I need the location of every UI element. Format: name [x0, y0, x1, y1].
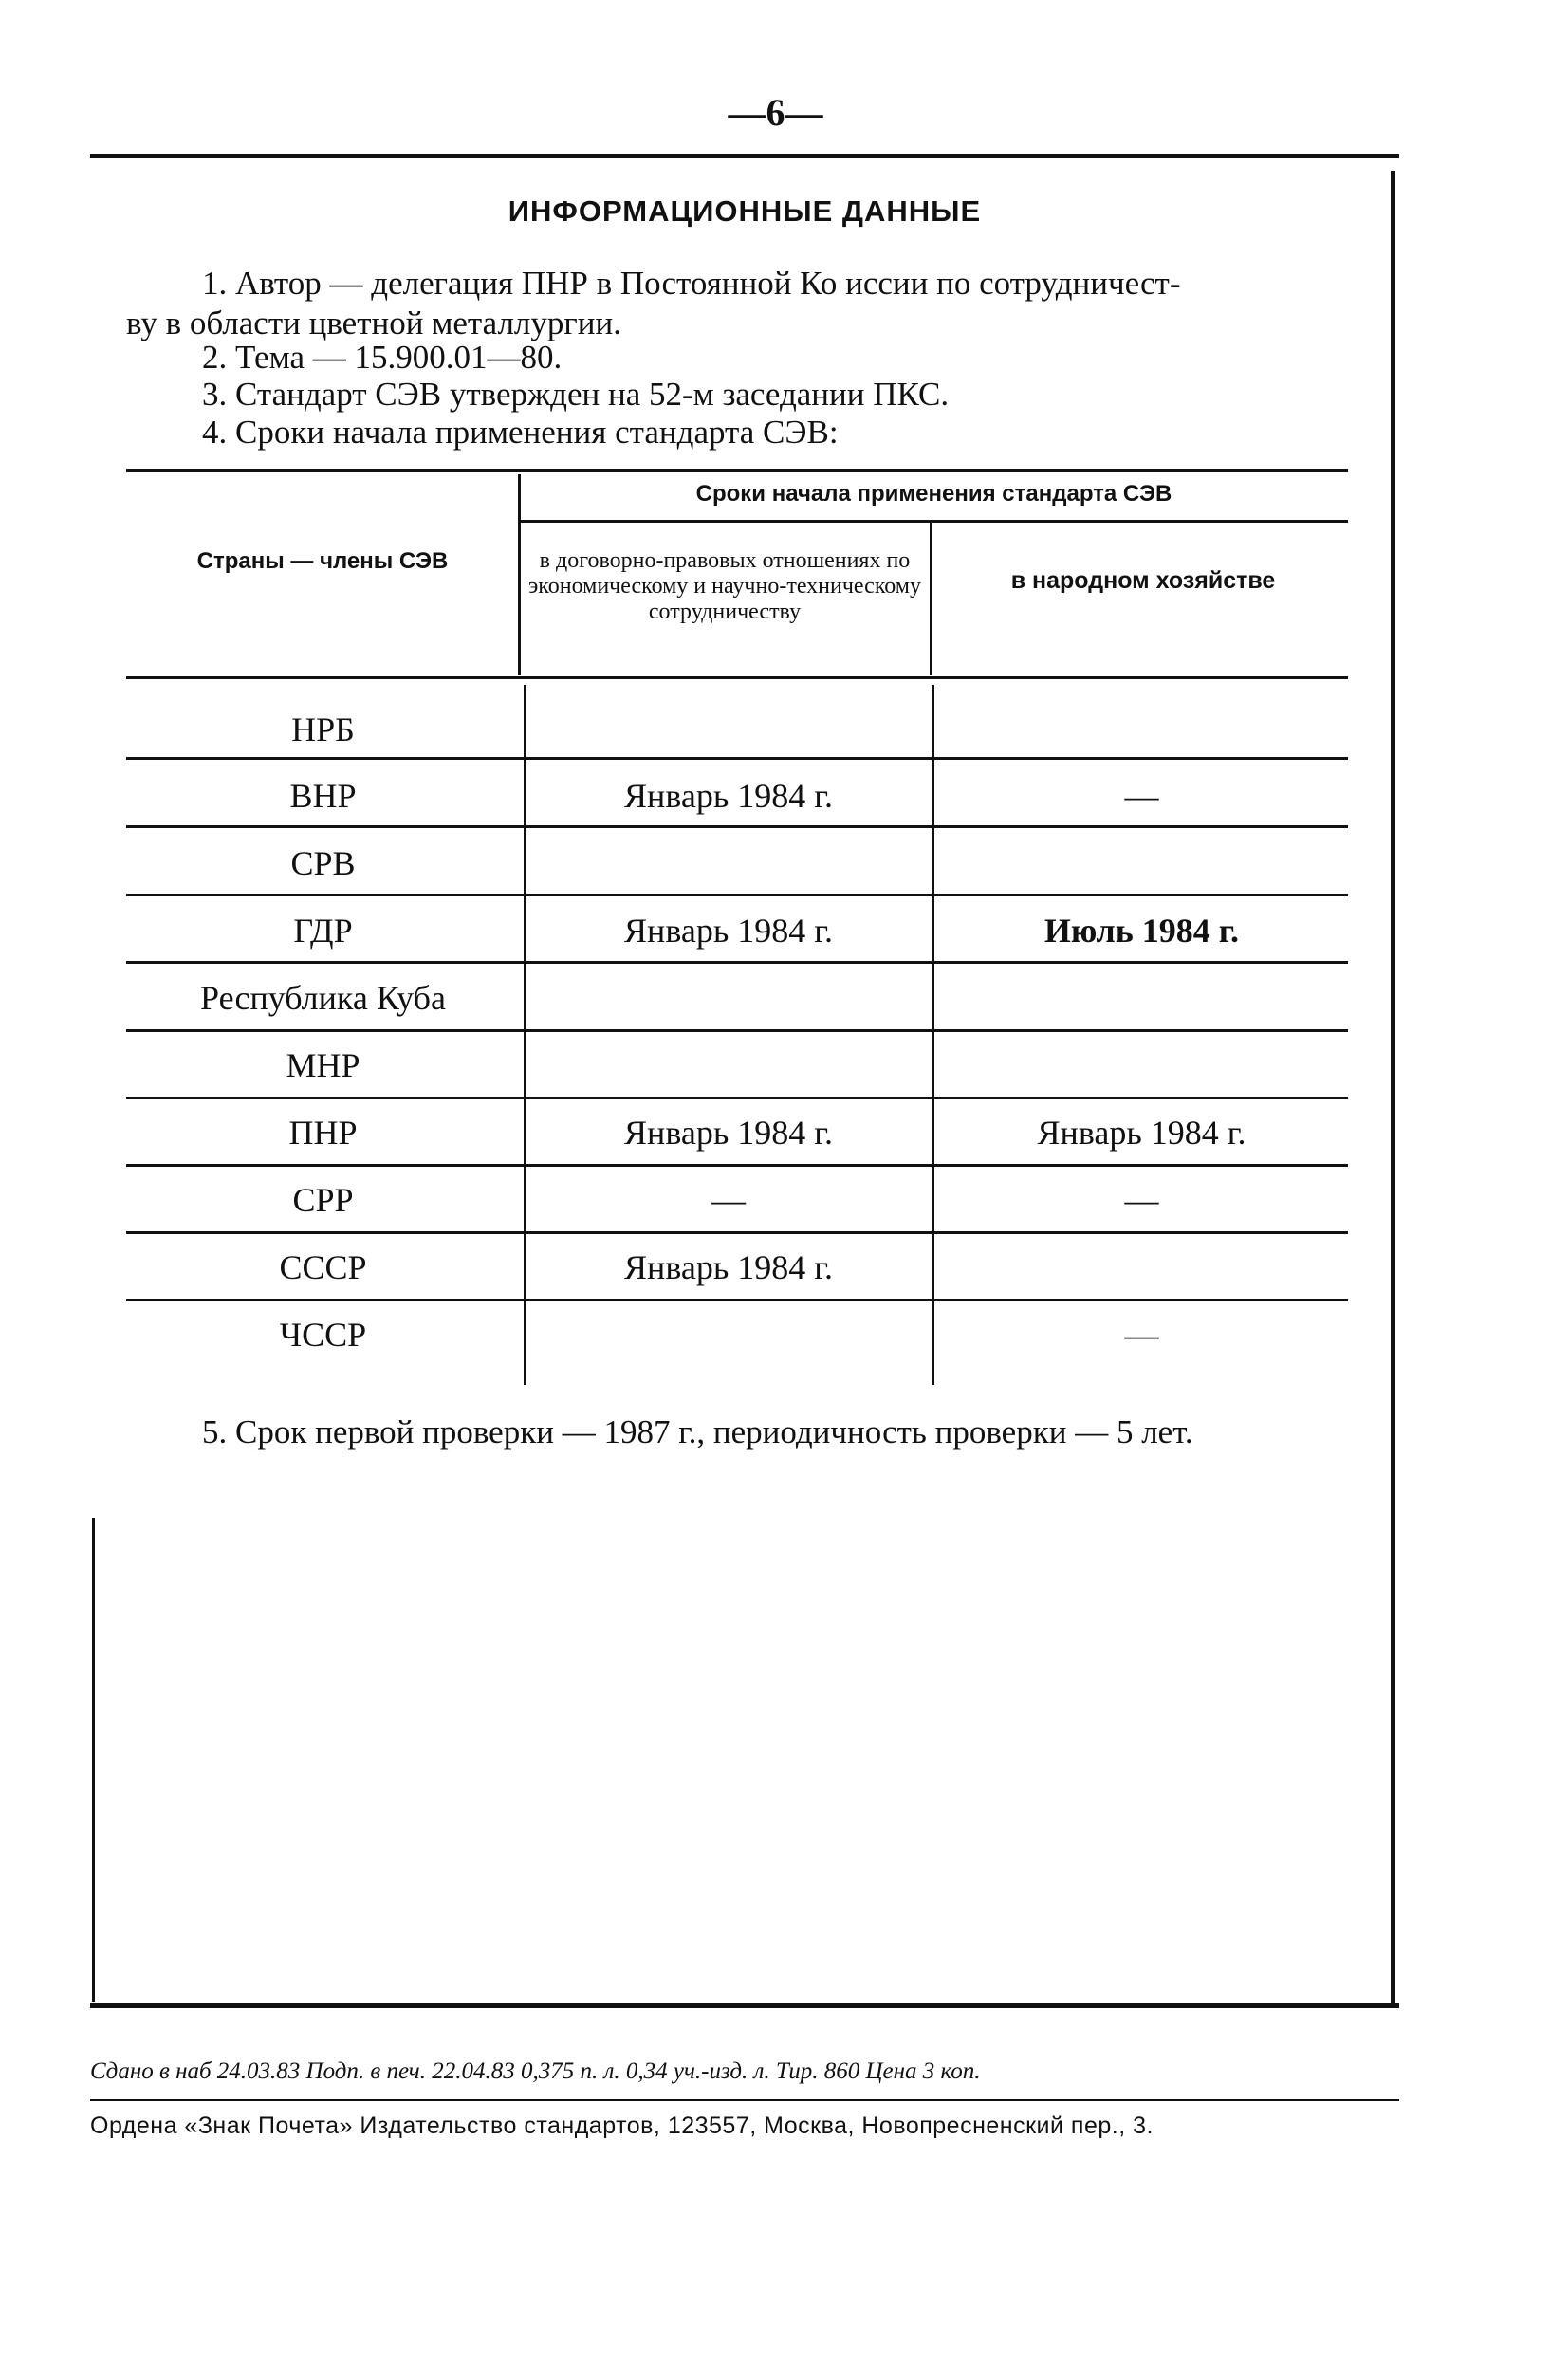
- row-separator: [126, 1231, 1348, 1234]
- row-separator: [126, 961, 1348, 964]
- header-col1-label: в договорно-правовых отношениях по экономическому и научно-техническому сотрудничеству: [528, 548, 921, 624]
- row-8-country: СРР: [292, 1181, 354, 1219]
- frame-right-border: [1391, 171, 1395, 2006]
- body-vline-1: [524, 685, 526, 1385]
- frame-left-border: [92, 1518, 95, 2002]
- row-separator: [126, 1164, 1348, 1167]
- row-4-col1: Январь 1984 г.: [624, 912, 833, 950]
- body-vline-2: [932, 685, 934, 1385]
- row-4-country: ГДР: [293, 912, 353, 950]
- row-7-country: ПНР: [288, 1114, 358, 1152]
- row-separator: [126, 894, 1348, 896]
- paragraph-3: 3. Стандарт СЭВ утвержден на 52-м заседании ПКС.: [202, 376, 950, 413]
- top-rule: [90, 154, 1399, 158]
- header-vline-2: [930, 522, 932, 675]
- row-4-col2: Июль 1984 г.: [1043, 912, 1240, 950]
- row-separator: [126, 825, 1348, 828]
- row-9-country: СССР: [279, 1248, 367, 1286]
- row-6-country: МНР: [286, 1046, 360, 1084]
- row-2-col1: Январь 1984 г.: [624, 777, 833, 815]
- imprint-rule: [90, 2099, 1399, 2101]
- row-3-country: СРВ: [290, 844, 356, 882]
- row-7-col1: Январь 1984 г.: [624, 1114, 833, 1152]
- row-8-col2: —: [1124, 1181, 1159, 1219]
- section-heading: ИНФОРМАЦИОННЫЕ ДАННЫЕ: [508, 194, 982, 228]
- row-2-country: ВНР: [289, 777, 357, 815]
- publisher-line: Ордена «Знак Почета» Издательство стандартов, 123557, Москва, Новопресненский пер., 3.: [90, 2112, 1154, 2139]
- paragraph-5: 5. Срок первой проверки — 1987 г., периодичность проверки — 5 лет.: [202, 1413, 1193, 1450]
- page-number: —6—: [728, 91, 823, 134]
- row-separator: [126, 1299, 1348, 1301]
- row-10-country: ЧССР: [279, 1316, 367, 1354]
- header-col2-label: в народном хозяйстве: [1010, 567, 1276, 594]
- row-9-col1: Январь 1984 г.: [624, 1248, 833, 1286]
- table-top-rule: [126, 469, 1348, 472]
- header-group-label: Сроки начала применения стандарта СЭВ: [695, 481, 1172, 507]
- frame-bottom-rule: [90, 2003, 1399, 2008]
- row-7-col2: Январь 1984 г.: [1037, 1114, 1246, 1152]
- imprint-line: Сдано в наб 24.03.83 Подп. в печ. 22.04.83 0,375 п. л. 0,34 уч.-изд. л. Тир. 860 Цена 3 коп.: [90, 2058, 981, 2084]
- row-1-country: НРБ: [291, 710, 355, 748]
- row-separator: [126, 1097, 1348, 1099]
- row-2-col2: —: [1124, 777, 1159, 815]
- header-group-rule: [520, 520, 1348, 523]
- paragraph-4: 4. Сроки начала применения стандарта СЭВ:: [202, 414, 839, 451]
- paragraph-1-line-2: ву в области цветной металлургии.: [126, 304, 621, 341]
- paragraph-1-line-1: 1. Автор — делегация ПНР в Постоянной Ко иссии по сотрудничест-: [202, 265, 1181, 302]
- row-10-col2: —: [1124, 1316, 1159, 1354]
- row-separator: [126, 1029, 1348, 1032]
- header-countries-label: Страны — члены СЭВ: [196, 548, 449, 574]
- row-separator: [126, 757, 1348, 760]
- paragraph-2: 2. Тема — 15.900.01—80.: [202, 339, 563, 376]
- row-5-country: Республика Куба: [200, 979, 446, 1017]
- row-8-col1: —: [711, 1181, 746, 1219]
- header-bottom-rule: [126, 676, 1348, 679]
